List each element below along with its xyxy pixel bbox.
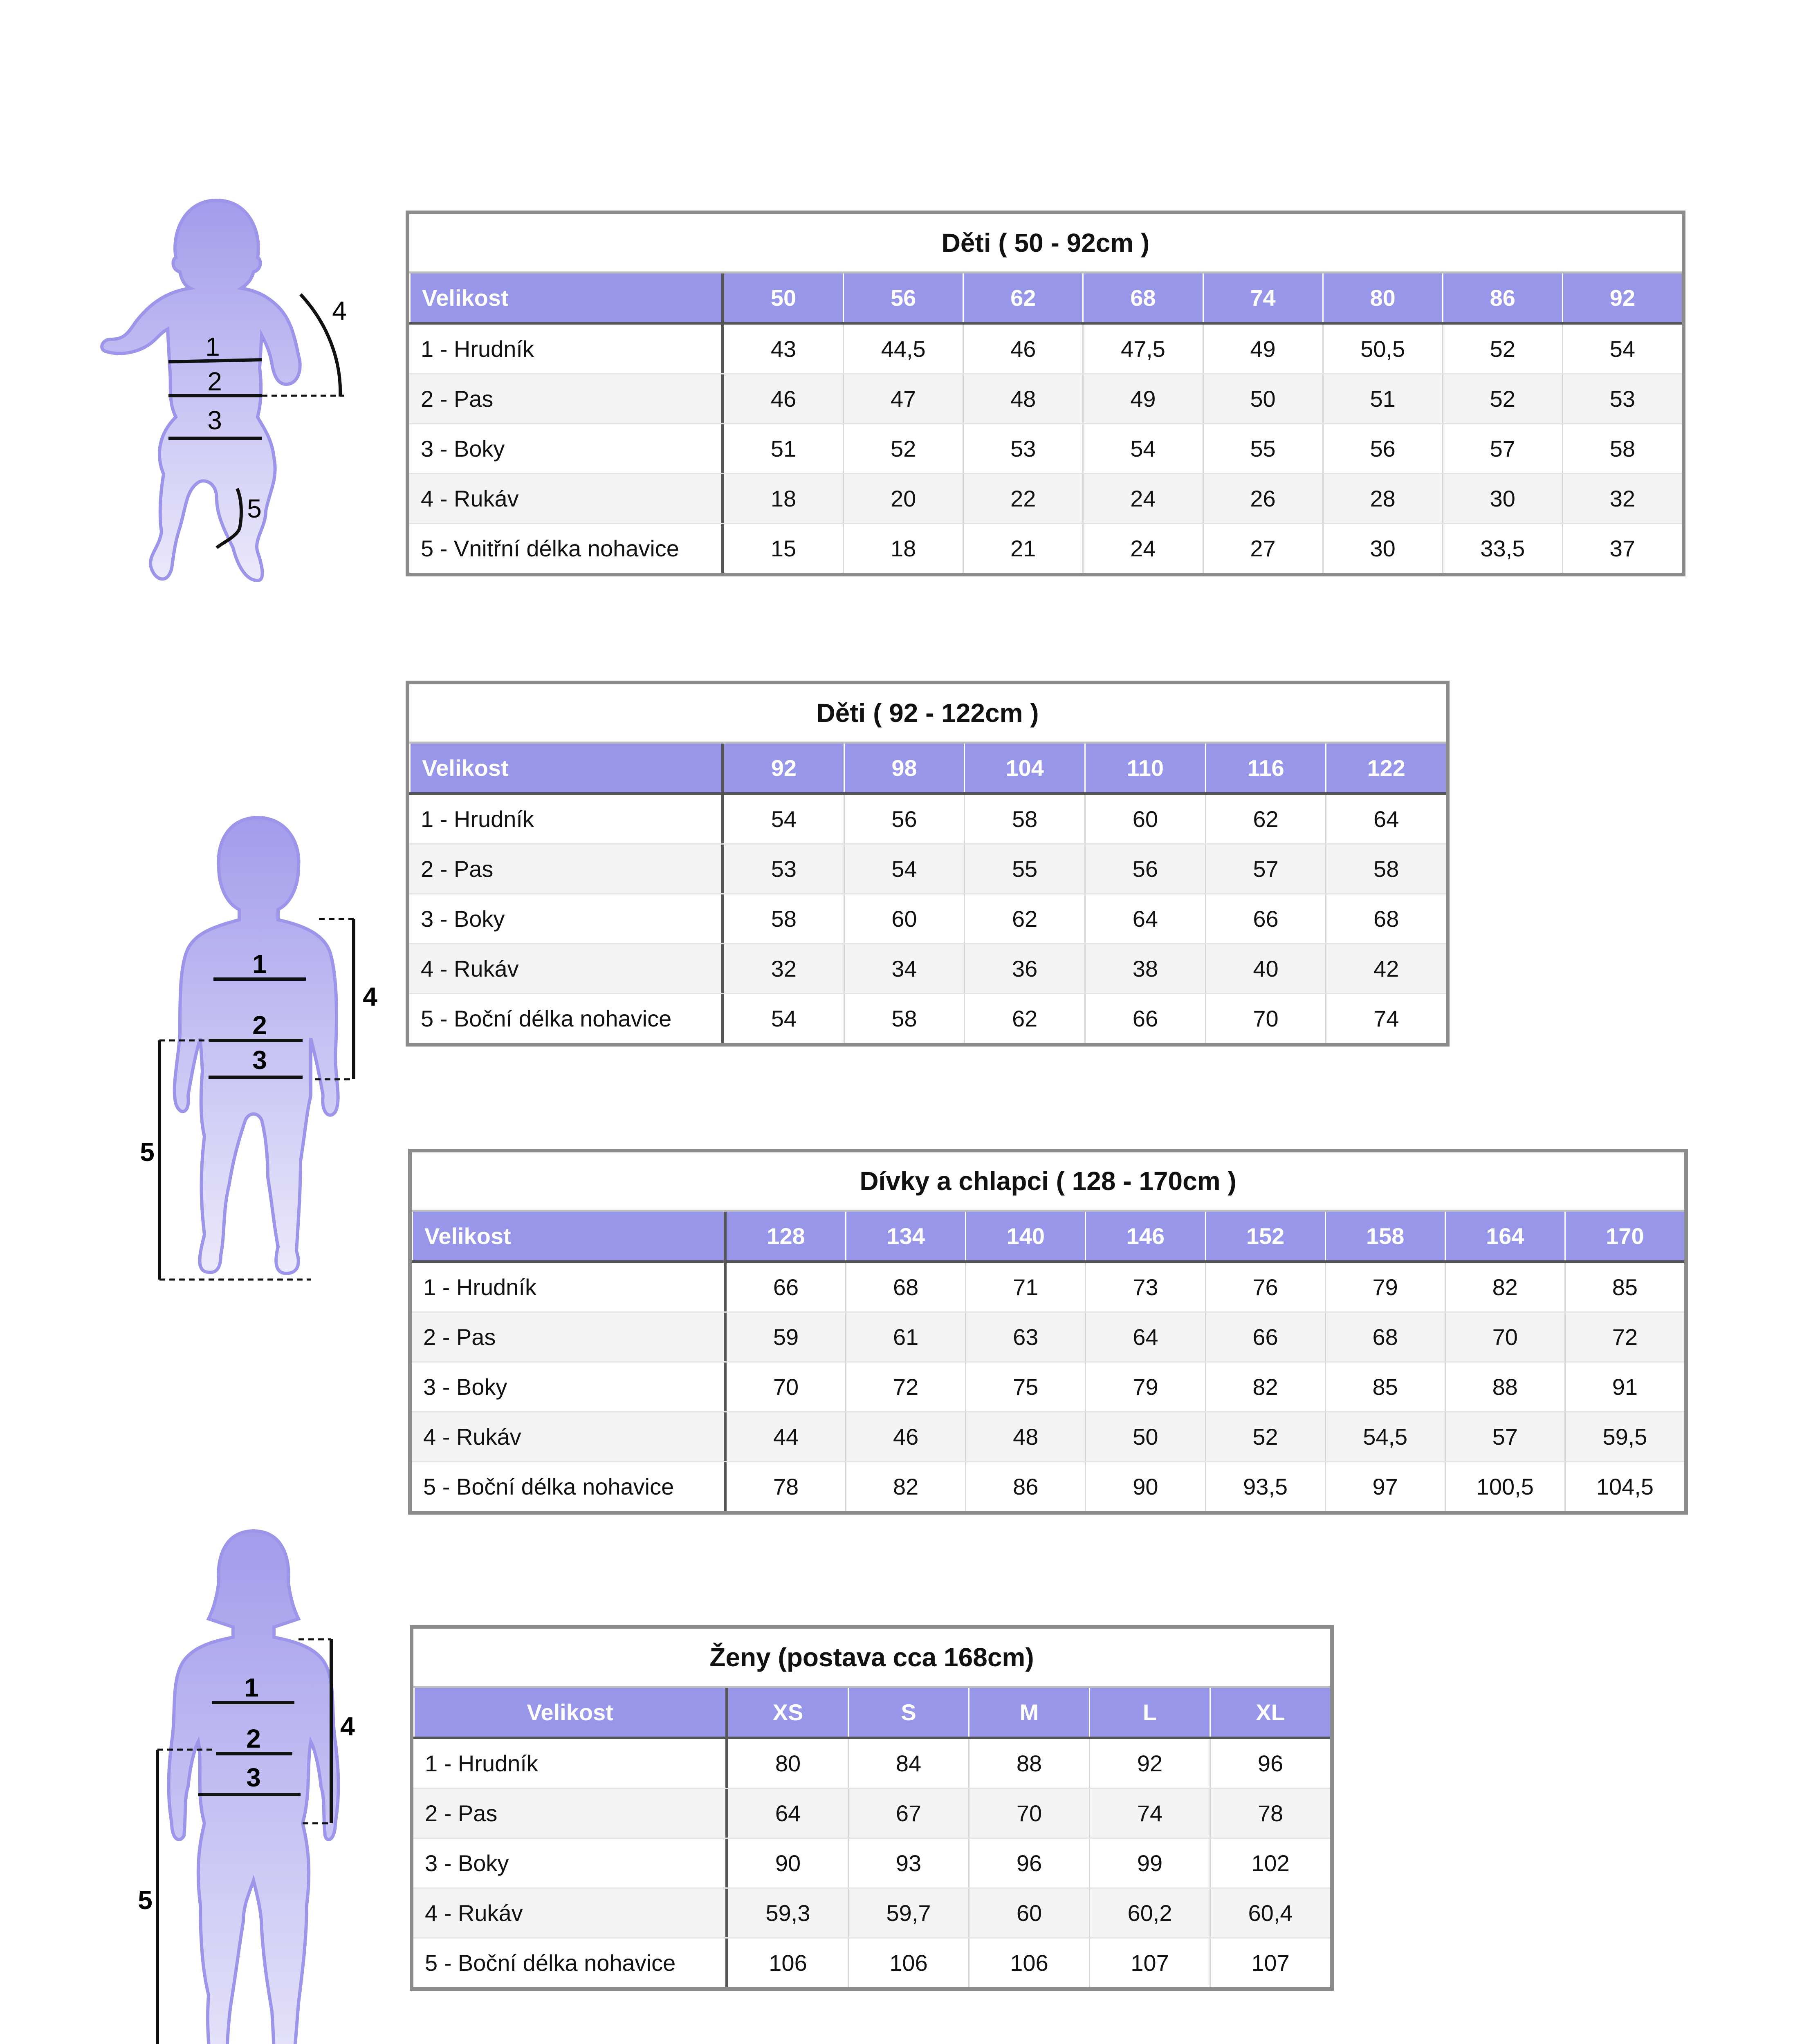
table-cell: 66 [1084,994,1205,1043]
baby-mark-4: 4 [332,296,347,325]
table-cell: 60,2 [1089,1889,1210,1937]
table-cell: 66 [773,1274,799,1300]
table-cell: 54 [1082,424,1202,473]
table-cell: 49 [1203,325,1322,373]
table-cell: 27 [1203,524,1322,573]
table-cell: 78 [1210,1789,1330,1838]
size-header: 158 [1325,1212,1445,1260]
table-cell: 49 [1082,374,1202,423]
table-cell: 88 [968,1739,1089,1788]
row-label: 3 - Boky [409,424,724,473]
table-cell: 97 [1325,1462,1445,1511]
table-cell: 66 [1205,1313,1325,1361]
table-cell: 24 [1082,524,1202,573]
size-header: 62 [963,273,1082,322]
table-cell: 70 [773,1374,799,1400]
baby-mark-2: 2 [207,367,222,396]
row-label: 1 - Hrudník [413,1739,728,1788]
size-header: XS [772,1699,803,1725]
size-header: 146 [1085,1212,1205,1260]
row-label: 4 - Rukáv [413,1889,728,1937]
size-header: 80 [1322,273,1442,322]
size-header: 110 [1084,744,1205,792]
row-label: 4 - Rukáv [409,944,724,993]
table-cell: 79 [1085,1363,1205,1411]
size-header: 104 [964,744,1084,792]
table-cell: 18 [770,486,797,511]
row-label: 5 - Vnitřní délka nohavice [409,524,724,573]
table-cell: 33,5 [1442,524,1562,573]
table-cell: 51 [1322,374,1442,423]
child-mark-5: 5 [140,1137,155,1167]
table-cell: 53 [771,856,797,882]
woman-mark-2: 2 [246,1724,261,1753]
row-label: 2 - Pas [413,1789,728,1838]
row-label: 5 - Boční délka nohavice [413,1939,728,1987]
table-cell: 76 [1205,1263,1325,1311]
table-cell: 30 [1322,524,1442,573]
table-cell: 37 [1562,524,1682,573]
table-cell: 64 [775,1800,801,1826]
table-cell: 67 [848,1789,968,1838]
size-header: L [1089,1688,1210,1737]
table-cell: 57 [1205,845,1326,893]
table-cell: 55 [1203,424,1322,473]
table-cell: 36 [964,944,1084,993]
table-cell: 40 [1205,944,1326,993]
table-cell: 44,5 [843,325,963,373]
table-row [409,993,1446,1043]
woman-mark-4: 4 [340,1712,355,1741]
table-header-row [409,273,1682,322]
size-header: XL [1210,1688,1330,1737]
table-row [409,473,1682,523]
table-cell: 106 [968,1939,1089,1987]
size-header: S [848,1688,968,1737]
table-cell: 102 [1210,1839,1330,1887]
row-label: 5 - Boční délka nohavice [412,1462,727,1511]
table-cell: 54,5 [1325,1412,1445,1461]
row-label: 4 - Rukáv [409,474,724,523]
table-cell: 60 [1084,795,1205,843]
table-row [409,423,1682,473]
size-header: 134 [845,1212,965,1260]
table-cell: 54 [844,845,964,893]
table-cell: 48 [963,374,1082,423]
table-cell: 80 [775,1750,801,1776]
woman-mark-5: 5 [138,1885,153,1915]
table-row [412,1361,1684,1411]
size-table-women [410,1625,1334,1991]
size-header: M [968,1688,1089,1737]
table-title: Děti ( 50 - 92cm ) [409,214,1682,273]
table-cell: 68 [1325,894,1446,943]
size-header: 92 [771,755,797,781]
row-label: 1 - Hrudník [412,1263,727,1311]
table-cell: 56 [1084,845,1205,893]
table-cell: 68 [1325,1313,1445,1361]
baby-mark-5: 5 [247,494,262,523]
table-cell: 34 [844,944,964,993]
table-cell: 70 [968,1789,1089,1838]
child-mark-1: 1 [252,949,267,979]
size-table-kids-50-92 [406,211,1685,576]
table-cell: 46 [963,325,1082,373]
table-cell: 57 [1442,424,1562,473]
table-cell: 78 [773,1474,799,1499]
size-table-kids-92-122 [406,681,1450,1047]
child-mark-3: 3 [252,1045,267,1075]
table-cell: 74 [1325,994,1446,1043]
table-cell: 90 [1085,1462,1205,1511]
table-cell: 107 [1089,1939,1210,1987]
table-cell: 47,5 [1082,325,1202,373]
table-cell: 107 [1210,1939,1330,1987]
table-cell: 86 [965,1462,1085,1511]
table-cell: 24 [1082,474,1202,523]
table-cell: 60 [844,894,964,943]
table-cell: 90 [775,1850,801,1876]
table-cell: 100,5 [1445,1462,1564,1511]
table-cell: 22 [963,474,1082,523]
table-cell: 96 [968,1839,1089,1887]
table-row [413,1737,1330,1788]
table-header-row [413,1688,1330,1737]
table-cell: 47 [843,374,963,423]
table-row [409,843,1446,893]
table-cell: 96 [1210,1739,1330,1788]
table-cell: 59,5 [1564,1412,1684,1461]
table-row [412,1311,1684,1361]
table-cell: 42 [1325,944,1446,993]
size-header: 74 [1203,273,1322,322]
table-cell: 48 [965,1412,1085,1461]
table-cell: 85 [1564,1263,1684,1311]
table-cell: 26 [1203,474,1322,523]
table-cell: 82 [1445,1263,1564,1311]
table-cell: 70 [1445,1313,1564,1361]
table-cell: 54 [771,806,797,832]
row-label: 2 - Pas [412,1313,727,1361]
size-header: 98 [844,744,964,792]
table-cell: 50 [1085,1412,1205,1461]
table-cell: 106 [769,1950,807,1976]
table-cell: 28 [1322,474,1442,523]
child-mark-4: 4 [363,982,377,1011]
table-cell: 66 [1205,894,1326,943]
table-cell: 93,5 [1205,1462,1325,1511]
table-title: Děti ( 92 - 122cm ) [409,684,1446,744]
table-cell: 60 [968,1889,1089,1937]
table-cell: 54 [771,1006,797,1031]
table-cell: 75 [965,1363,1085,1411]
woman-mark-1: 1 [244,1673,259,1702]
table-cell: 106 [848,1939,968,1987]
table-cell: 32 [771,956,797,982]
header-label: Velikost [409,273,724,322]
row-label: 3 - Boky [412,1363,727,1411]
table-cell: 52 [843,424,963,473]
size-header: 140 [965,1212,1085,1260]
table-header-row [412,1212,1684,1260]
table-cell: 50,5 [1322,325,1442,373]
row-label: 1 - Hrudník [409,325,724,373]
table-cell: 18 [843,524,963,573]
table-cell: 58 [771,906,797,932]
table-cell: 62 [1205,795,1326,843]
row-label: 4 - Rukáv [412,1412,727,1461]
table-row [413,1838,1330,1887]
table-cell: 55 [964,845,1084,893]
table-cell: 58 [844,994,964,1043]
table-cell: 91 [1564,1363,1684,1411]
size-header: 152 [1205,1212,1325,1260]
table-row [409,943,1446,993]
row-label: 1 - Hrudník [409,795,724,843]
table-cell: 46 [770,386,797,412]
table-cell: 85 [1325,1363,1445,1411]
table-cell: 72 [845,1363,965,1411]
table-cell: 44 [773,1424,799,1450]
baby-silhouette [102,200,300,580]
table-row [412,1461,1684,1511]
table-cell: 82 [1205,1363,1325,1411]
table-cell: 72 [1564,1313,1684,1361]
size-header: 92 [1562,273,1682,322]
table-cell: 92 [1089,1739,1210,1788]
table-cell: 51 [770,436,797,462]
table-header-row [409,744,1446,792]
table-row [413,1937,1330,1987]
size-header: 86 [1442,273,1562,322]
table-cell: 52 [1205,1412,1325,1461]
header-label: Velikost [412,1212,727,1260]
table-cell: 21 [963,524,1082,573]
table-cell: 46 [845,1412,965,1461]
table-cell: 60,4 [1210,1889,1330,1937]
size-header: 128 [767,1223,805,1249]
table-cell: 59,7 [848,1889,968,1937]
header-label: Velikost [409,744,724,792]
table-cell: 70 [1205,994,1326,1043]
table-row [409,893,1446,943]
row-label: 2 - Pas [409,374,724,423]
size-header: 170 [1564,1212,1684,1260]
table-row [409,523,1682,573]
table-cell: 52 [1442,374,1562,423]
header-label: Velikost [413,1688,728,1737]
table-cell: 88 [1445,1363,1564,1411]
table-cell: 82 [845,1462,965,1511]
size-table-girls-boys-128-170 [408,1149,1688,1515]
table-cell: 58 [964,795,1084,843]
table-cell: 62 [964,994,1084,1043]
table-cell: 62 [964,894,1084,943]
table-cell: 56 [1322,424,1442,473]
table-row [409,373,1682,423]
table-title: Ženy (postava cca 168cm) [413,1629,1330,1688]
table-cell: 58 [1325,845,1446,893]
table-cell: 79 [1325,1263,1445,1311]
table-cell: 68 [845,1263,965,1311]
table-cell: 71 [965,1263,1085,1311]
table-row [409,322,1682,373]
table-cell: 63 [965,1313,1085,1361]
baby-figure [98,188,376,609]
table-cell: 61 [845,1313,965,1361]
row-label: 3 - Boky [409,894,724,943]
table-cell: 15 [770,536,797,561]
table-cell: 58 [1562,424,1682,473]
table-cell: 43 [770,336,797,362]
woman-figure [131,1513,376,2044]
table-cell: 64 [1325,795,1446,843]
table-cell: 56 [844,795,964,843]
table-cell: 38 [1084,944,1205,993]
size-header: 122 [1325,744,1446,792]
table-cell: 64 [1084,894,1205,943]
size-header: 164 [1445,1212,1564,1260]
table-cell: 59,3 [765,1900,810,1926]
table-cell: 84 [848,1739,968,1788]
size-header: 56 [843,273,963,322]
table-cell: 20 [843,474,963,523]
child-mark-2: 2 [252,1011,267,1040]
row-label: 3 - Boky [413,1839,728,1887]
baby-mark-3: 3 [207,406,222,435]
table-cell: 53 [1562,374,1682,423]
table-cell: 59 [773,1324,799,1350]
table-row [409,792,1446,843]
table-cell: 30 [1442,474,1562,523]
table-cell: 73 [1085,1263,1205,1311]
table-title: Dívky a chlapci ( 128 - 170cm ) [412,1152,1684,1212]
table-row [413,1887,1330,1937]
table-cell: 57 [1445,1412,1564,1461]
baby-mark-1: 1 [205,332,220,361]
table-cell: 50 [1203,374,1322,423]
table-row [413,1788,1330,1838]
table-cell: 74 [1089,1789,1210,1838]
table-cell: 54 [1562,325,1682,373]
table-row [412,1260,1684,1311]
table-cell: 64 [1085,1313,1205,1361]
row-label: 5 - Boční délka nohavice [409,994,724,1043]
table-cell: 32 [1562,474,1682,523]
table-cell: 104,5 [1564,1462,1684,1511]
size-header: 68 [1082,273,1202,322]
table-cell: 93 [848,1839,968,1887]
table-cell: 99 [1089,1839,1210,1887]
table-cell: 52 [1442,325,1562,373]
woman-mark-3: 3 [246,1763,261,1792]
table-cell: 53 [963,424,1082,473]
row-label: 2 - Pas [409,845,724,893]
table-row [412,1411,1684,1461]
size-header: 116 [1205,744,1326,792]
size-header: 50 [770,285,797,311]
child-figure [139,809,393,1341]
